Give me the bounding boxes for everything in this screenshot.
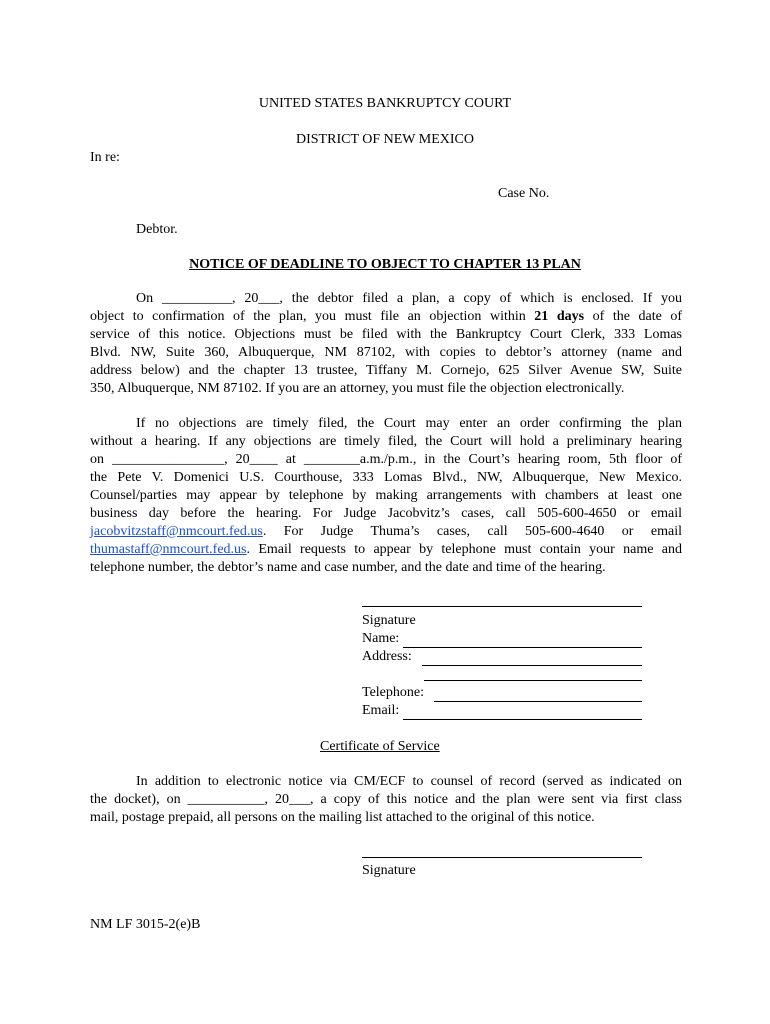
notice-paragraph-2 xyxy=(90,415,682,577)
paragraph-line: On __________, 20___, the debtor filed a plan, a copy of which is enclosed. If you xyxy=(136,291,682,306)
telephone-blank xyxy=(434,688,642,702)
email-label: Email: xyxy=(362,703,400,718)
paragraph-line: 350, Albuquerque, NM 87102. If you are an attorney, you must file the objection electronically. xyxy=(90,381,625,396)
thuma-email-link[interactable]: thumastaff@nmcourt.fed.us xyxy=(90,542,247,557)
email-blank xyxy=(403,706,642,720)
paragraph-line: In addition to electronic notice via CM/ECF to counsel of record (served as indicated on xyxy=(136,774,682,789)
paragraph-line: telephone number, the debtor’s name and case number, and the date and time of the hearing. xyxy=(90,560,606,575)
paragraph-line: service of this notice. Objections must be filed with the Bankruptcy Court Clerk, 333 Lomas xyxy=(90,327,682,342)
district-name: DISTRICT OF NEW MEXICO xyxy=(296,132,474,147)
email-field xyxy=(362,702,642,720)
debtor-label: Debtor. xyxy=(136,222,178,237)
name-blank xyxy=(403,634,642,648)
jacobvitz-email-link[interactable]: jacobvitzstaff@nmcourt.fed.us xyxy=(90,524,263,539)
paragraph-line: If no objections are timely filed, the Court may enter an order confirming the plan xyxy=(136,416,682,431)
address-label: Address: xyxy=(362,649,412,664)
name-field xyxy=(362,630,642,648)
signature-line xyxy=(362,606,642,607)
paragraph-line: Blvd. NW, Suite 360, Albuquerque, NM 87102, with copies to debtor’s attorney (name and xyxy=(90,345,682,360)
name-label: Name: xyxy=(362,631,400,646)
paragraph-line: mail, postage prepaid, all persons on the mailing list attached to the original of this notice. xyxy=(90,810,595,825)
certificate-paragraph xyxy=(90,773,682,827)
paragraph-line: Counsel/parties may appear by telephone by making arrangements with chambers at least one xyxy=(90,488,682,503)
signature-label: Signature xyxy=(362,613,416,628)
paragraph-line: without a hearing. If any objections are timely filed, the Court will hold a preliminary hearing xyxy=(90,434,682,449)
address-line-2 xyxy=(424,680,642,681)
certificate-signature-label: Signature xyxy=(362,863,416,878)
telephone-label: Telephone: xyxy=(362,685,424,700)
paragraph-line: object to confirmation of the plan, you must file an objection within 21 days of the date of xyxy=(90,309,683,324)
paragraph-line: thumastaff@nmcourt.fed.us. Email requests to appear by telephone must contain your name and xyxy=(90,542,682,557)
paragraph-line: business day before the hearing. For Judge Jacobvitz’s cases, call 505-600-4650 or email xyxy=(90,506,682,521)
case-number-label: Case No. xyxy=(498,186,550,201)
address-blank xyxy=(422,652,642,666)
address-field xyxy=(362,648,642,666)
paragraph-line: the docket), on ___________, 20___, a copy of this notice and the plan were sent via first class xyxy=(90,792,682,807)
paragraph-line: on ________________, 20____ at ________a.m./p.m., in the Court’s hearing room, 5th floor of xyxy=(90,452,682,467)
notice-paragraph-1 xyxy=(90,290,682,398)
paragraph-line: address below) and the chapter 13 trustee, Tiffany M. Cornejo, 625 Silver Avenue SW, Suite xyxy=(90,363,682,378)
telephone-field xyxy=(362,684,642,702)
paragraph-line: the Pete V. Domenici U.S. Courthouse, 333 Lomas Blvd., NW, Albuquerque, New Mexico. xyxy=(90,470,682,485)
notice-title: NOTICE OF DEADLINE TO OBJECT TO CHAPTER 13 PLAN xyxy=(189,257,581,272)
certificate-title: Certificate of Service xyxy=(320,739,440,754)
certificate-signature-line xyxy=(362,857,642,858)
paragraph-line: jacobvitzstaff@nmcourt.fed.us. For Judge Thuma’s cases, call 505-600-4640 or email xyxy=(90,524,682,539)
court-name: UNITED STATES BANKRUPTCY COURT xyxy=(258,96,512,111)
in-re-label: In re: xyxy=(90,150,120,165)
form-id: NM LF 3015-2(e)B xyxy=(90,917,201,932)
deadline-days: 21 days xyxy=(534,309,585,324)
